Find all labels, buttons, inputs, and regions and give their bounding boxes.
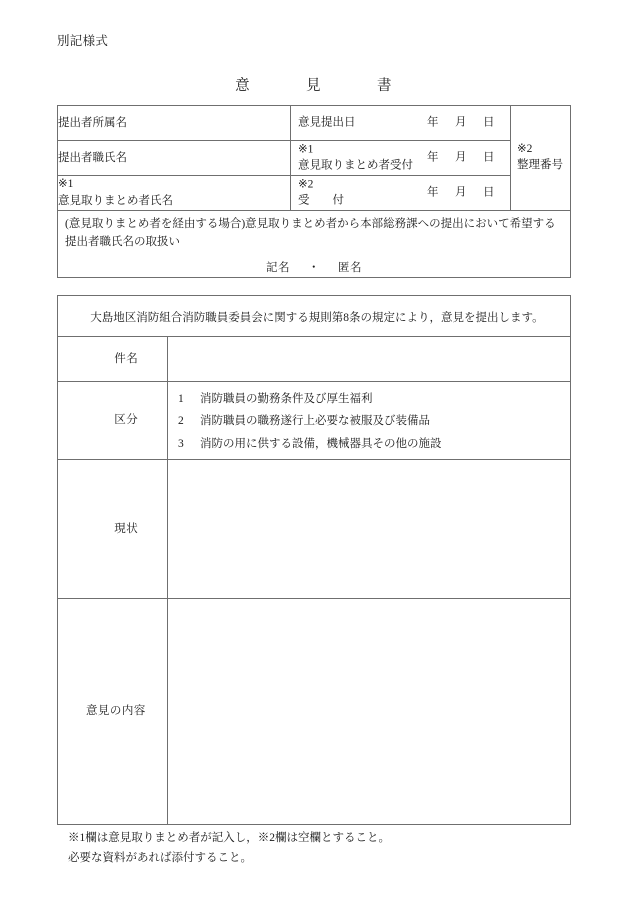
- current-situation-input-cell[interactable]: [168, 460, 571, 599]
- form-label: 別記様式: [57, 34, 109, 48]
- category-item-text: 消防職員の職務遂行上必要な被服及び装備品: [200, 415, 430, 428]
- footer-note-1: ※1欄は意見取りまとめ者が記入し，※2欄は空欄とすること。: [68, 832, 390, 844]
- ymd-marks: [419, 150, 503, 167]
- year-mark: 年: [427, 186, 439, 199]
- name-handling-choices: [58, 251, 570, 277]
- category-options-list: [168, 382, 570, 459]
- table-row: [58, 460, 571, 599]
- opinion-content-label-text: 意見の内容: [85, 705, 146, 718]
- submission-date-cell[interactable]: [291, 106, 511, 141]
- management-number-note: ※2: [517, 143, 533, 156]
- table-row: [58, 106, 571, 141]
- category-item-number: 1: [178, 393, 184, 405]
- category-row-label: [58, 382, 168, 460]
- table-row: [58, 599, 571, 825]
- category-item-number: 2: [178, 415, 184, 428]
- year-mark: 年: [427, 151, 439, 164]
- list-item[interactable]: [178, 410, 570, 432]
- table-row: [58, 176, 571, 211]
- receipt-text: [298, 177, 344, 208]
- opinion-content-row-label: [58, 599, 168, 825]
- category-label-text: 区分: [114, 414, 139, 427]
- name-handling-cell: [58, 211, 571, 278]
- category-options-cell[interactable]: [168, 382, 571, 460]
- current-situation-row-label: [58, 460, 168, 599]
- table-row: [58, 296, 571, 337]
- category-item-text: 消防職員の勤務条件及び厚生福利: [200, 393, 373, 405]
- footer-note-2: 必要な資料があれば添付すること。: [68, 852, 252, 865]
- ymd-marks: [419, 115, 503, 132]
- management-number-label: 整理番号: [517, 159, 563, 171]
- coordinator-receipt-note: ※1: [298, 143, 314, 156]
- choice-anonymous[interactable]: 匿名: [338, 261, 362, 274]
- current-situation-label-text: 現状: [114, 522, 139, 535]
- intro-statement-text: 大島地区消防組合消防職員委員会に関する規則第8条の規定により，意見を提出します。: [90, 312, 544, 325]
- ymd-marks: [419, 185, 503, 202]
- coordinator-receipt-text: [298, 142, 413, 173]
- coordinator-name-note: ※1: [58, 178, 74, 191]
- table-row: [58, 382, 571, 460]
- title-char-2: 見: [306, 78, 321, 94]
- month-mark: 月: [455, 151, 467, 164]
- list-item[interactable]: [178, 433, 570, 455]
- name-handling-text: (意見取りまとめ者を経由する場合)意見取りまとめ者から本部総務課への提出において希望する提出者職氏名の取扱い: [65, 218, 556, 248]
- title-char-3: 書: [376, 78, 392, 94]
- list-item[interactable]: [178, 388, 570, 410]
- choice-separator: ・: [308, 261, 320, 274]
- intro-statement-cell: [58, 296, 571, 337]
- subject-row-label: [58, 337, 168, 382]
- coordinator-receipt-label: 意見取りまとめ者受付: [298, 159, 413, 171]
- submission-date-label: 意見提出日: [298, 116, 356, 129]
- footer-notes: [68, 828, 390, 868]
- submitter-affiliation-label: 提出者所属名: [58, 106, 291, 141]
- table-row: [58, 337, 571, 382]
- coordinator-receipt-date-cell[interactable]: [291, 141, 511, 176]
- year-mark: 年: [427, 116, 439, 129]
- page-title: [57, 74, 570, 95]
- opinion-content-input-cell[interactable]: [168, 599, 571, 825]
- submitter-name-label: 提出者職氏名: [58, 141, 291, 176]
- receipt-note: ※2: [298, 178, 314, 191]
- day-mark: 日: [483, 151, 495, 164]
- choice-signed[interactable]: 記名: [266, 261, 290, 274]
- table-row: [58, 211, 571, 278]
- day-mark: 日: [483, 116, 495, 129]
- coordinator-name-label: 意見取りまとめ者氏名: [58, 195, 173, 207]
- coordinator-name-cell: [58, 176, 291, 211]
- month-mark: 月: [455, 116, 467, 129]
- opinion-content-table: [57, 295, 571, 825]
- category-item-number: 3: [178, 437, 184, 450]
- table-row: [58, 141, 571, 176]
- subject-input-cell[interactable]: [168, 337, 571, 382]
- receipt-label: 受 付: [298, 194, 344, 206]
- receipt-date-cell[interactable]: [291, 176, 511, 211]
- month-mark: 月: [455, 186, 467, 199]
- title-char-1: 意: [235, 78, 251, 94]
- day-mark: 日: [483, 186, 495, 199]
- submitter-info-table: [57, 105, 571, 278]
- category-item-text: 消防の用に供する設備，機械器具その他の施設: [200, 437, 442, 450]
- management-number-cell[interactable]: [511, 106, 571, 211]
- subject-label-text: 件名: [114, 352, 139, 365]
